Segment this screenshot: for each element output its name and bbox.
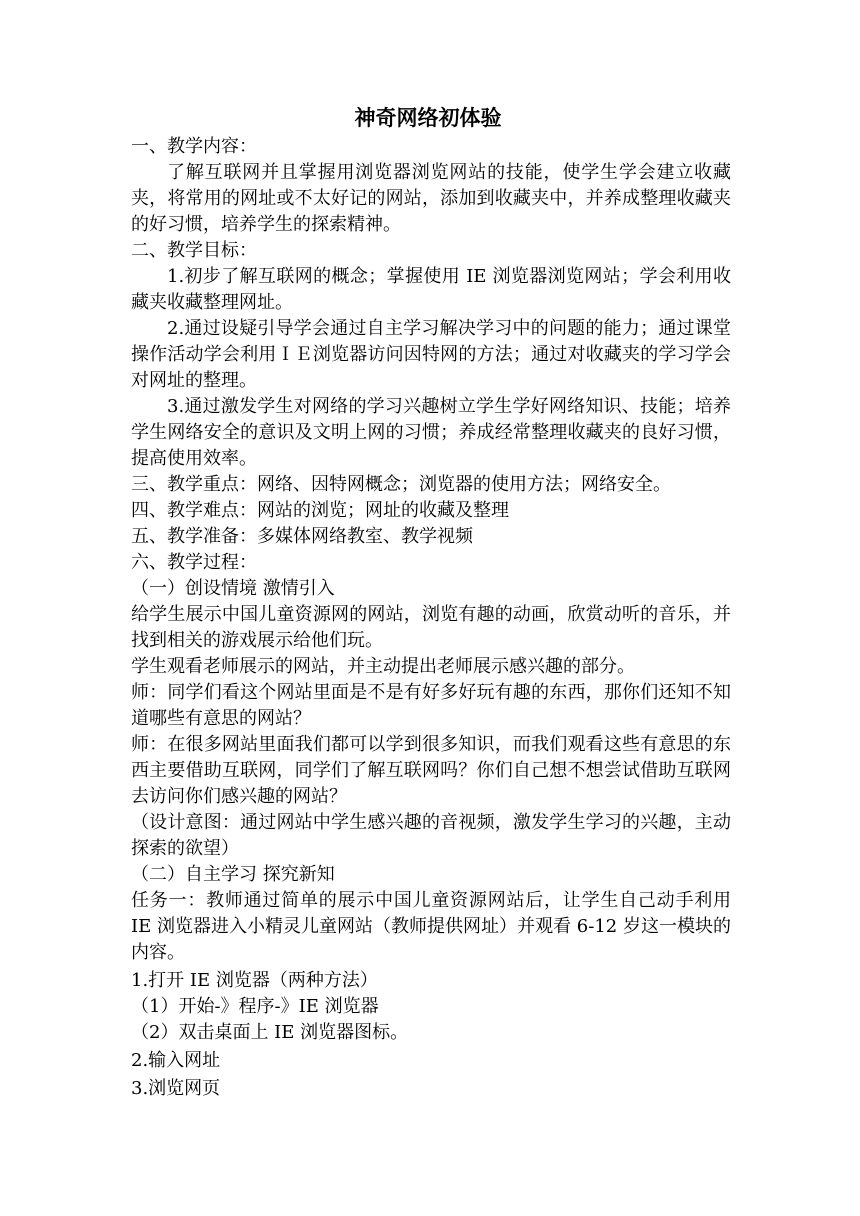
section-heading: 二、教学目标： bbox=[131, 240, 257, 261]
subsection-heading: （二）自主学习 探究新知 bbox=[131, 864, 335, 885]
section-heading: 五、教学准备：多媒体网络教室、教学视频 bbox=[131, 526, 473, 547]
paragraph: 学生观看老师展示的网站，并主动提出老师展示感兴趣的部分。 bbox=[131, 656, 635, 677]
paragraph: 师：同学们看这个网站里面是不是有好多好玩有趣的东西，那你们还知不知道哪些有意思的网站？ bbox=[131, 682, 731, 729]
section-heading: 六、教学过程： bbox=[131, 552, 257, 573]
paragraph: （设计意图：通过网站中学生感兴趣的音视频，激发学生学习的兴趣，主动探索的欲望） bbox=[131, 812, 731, 859]
document-page bbox=[131, 102, 731, 1102]
list-item: 2.输入网址 bbox=[131, 1050, 221, 1071]
list-item: （2）双击桌面上 IE 浏览器图标。 bbox=[131, 1022, 409, 1043]
subsection-heading: （一）创设情境 激情引入 bbox=[131, 578, 335, 599]
list-item: 1.打开 IE 浏览器（两种方法） bbox=[131, 970, 378, 991]
paragraph: 给学生展示中国儿童资源网的网站，浏览有趣的动画，欣赏动听的音乐，并找到相关的游戏展示给他们玩。 bbox=[131, 604, 731, 651]
section-heading: 四、教学难点：网站的浏览；网址的收藏及整理 bbox=[131, 500, 509, 521]
list-item: 3.浏览网页 bbox=[131, 1078, 221, 1099]
paragraph: 了解互联网并且掌握用浏览器浏览网站的技能，使学生学会建立收藏夹，将常用的网址或不太好记的网站，添加到收藏夹中，并养成整理收藏夹的好习惯，培养学生的探索精神。 bbox=[131, 162, 731, 235]
section-heading: 三、教学重点：网络、因特网概念；浏览器的使用方法；网络安全。 bbox=[131, 474, 671, 495]
paragraph: 师：在很多网站里面我们都可以学到很多知识，而我们观看这些有意思的东西主要借助互联网，同学们了解互联网吗？你们自己想不想尝试借助互联网去访问你们感兴趣的网站？ bbox=[131, 734, 731, 807]
list-item: （1）开始-》程序-》IE 浏览器 bbox=[131, 996, 379, 1017]
document-title: 神奇网络初体验 bbox=[354, 105, 502, 130]
section-heading: 一、教学内容： bbox=[131, 136, 257, 157]
paragraph: 1.初步了解互联网的概念；掌握使用 IE 浏览器浏览网站；学会利用收藏夹收藏整理网址。 bbox=[131, 266, 731, 313]
paragraph: 3.通过激发学生对网络的学习兴趣树立学生学好网络知识、技能；培养学生网络安全的意识及文明上网的习惯；养成经常整理收藏夹的良好习惯，提高使用效率。 bbox=[131, 396, 731, 469]
paragraph: 2.通过设疑引导学会通过自主学习解决学习中的问题的能力；通过课堂操作活动学会利用ＩＥ浏览器访问因特网的方法；通过对收藏夹的学习学会对网址的整理。 bbox=[131, 318, 731, 391]
paragraph: 任务一：教师通过简单的展示中国儿童资源网站后，让学生自己动手利用 IE 浏览器进入小精灵儿童网站（教师提供网址）并观看 6-12 岁这一模块的内容。 bbox=[131, 890, 731, 963]
